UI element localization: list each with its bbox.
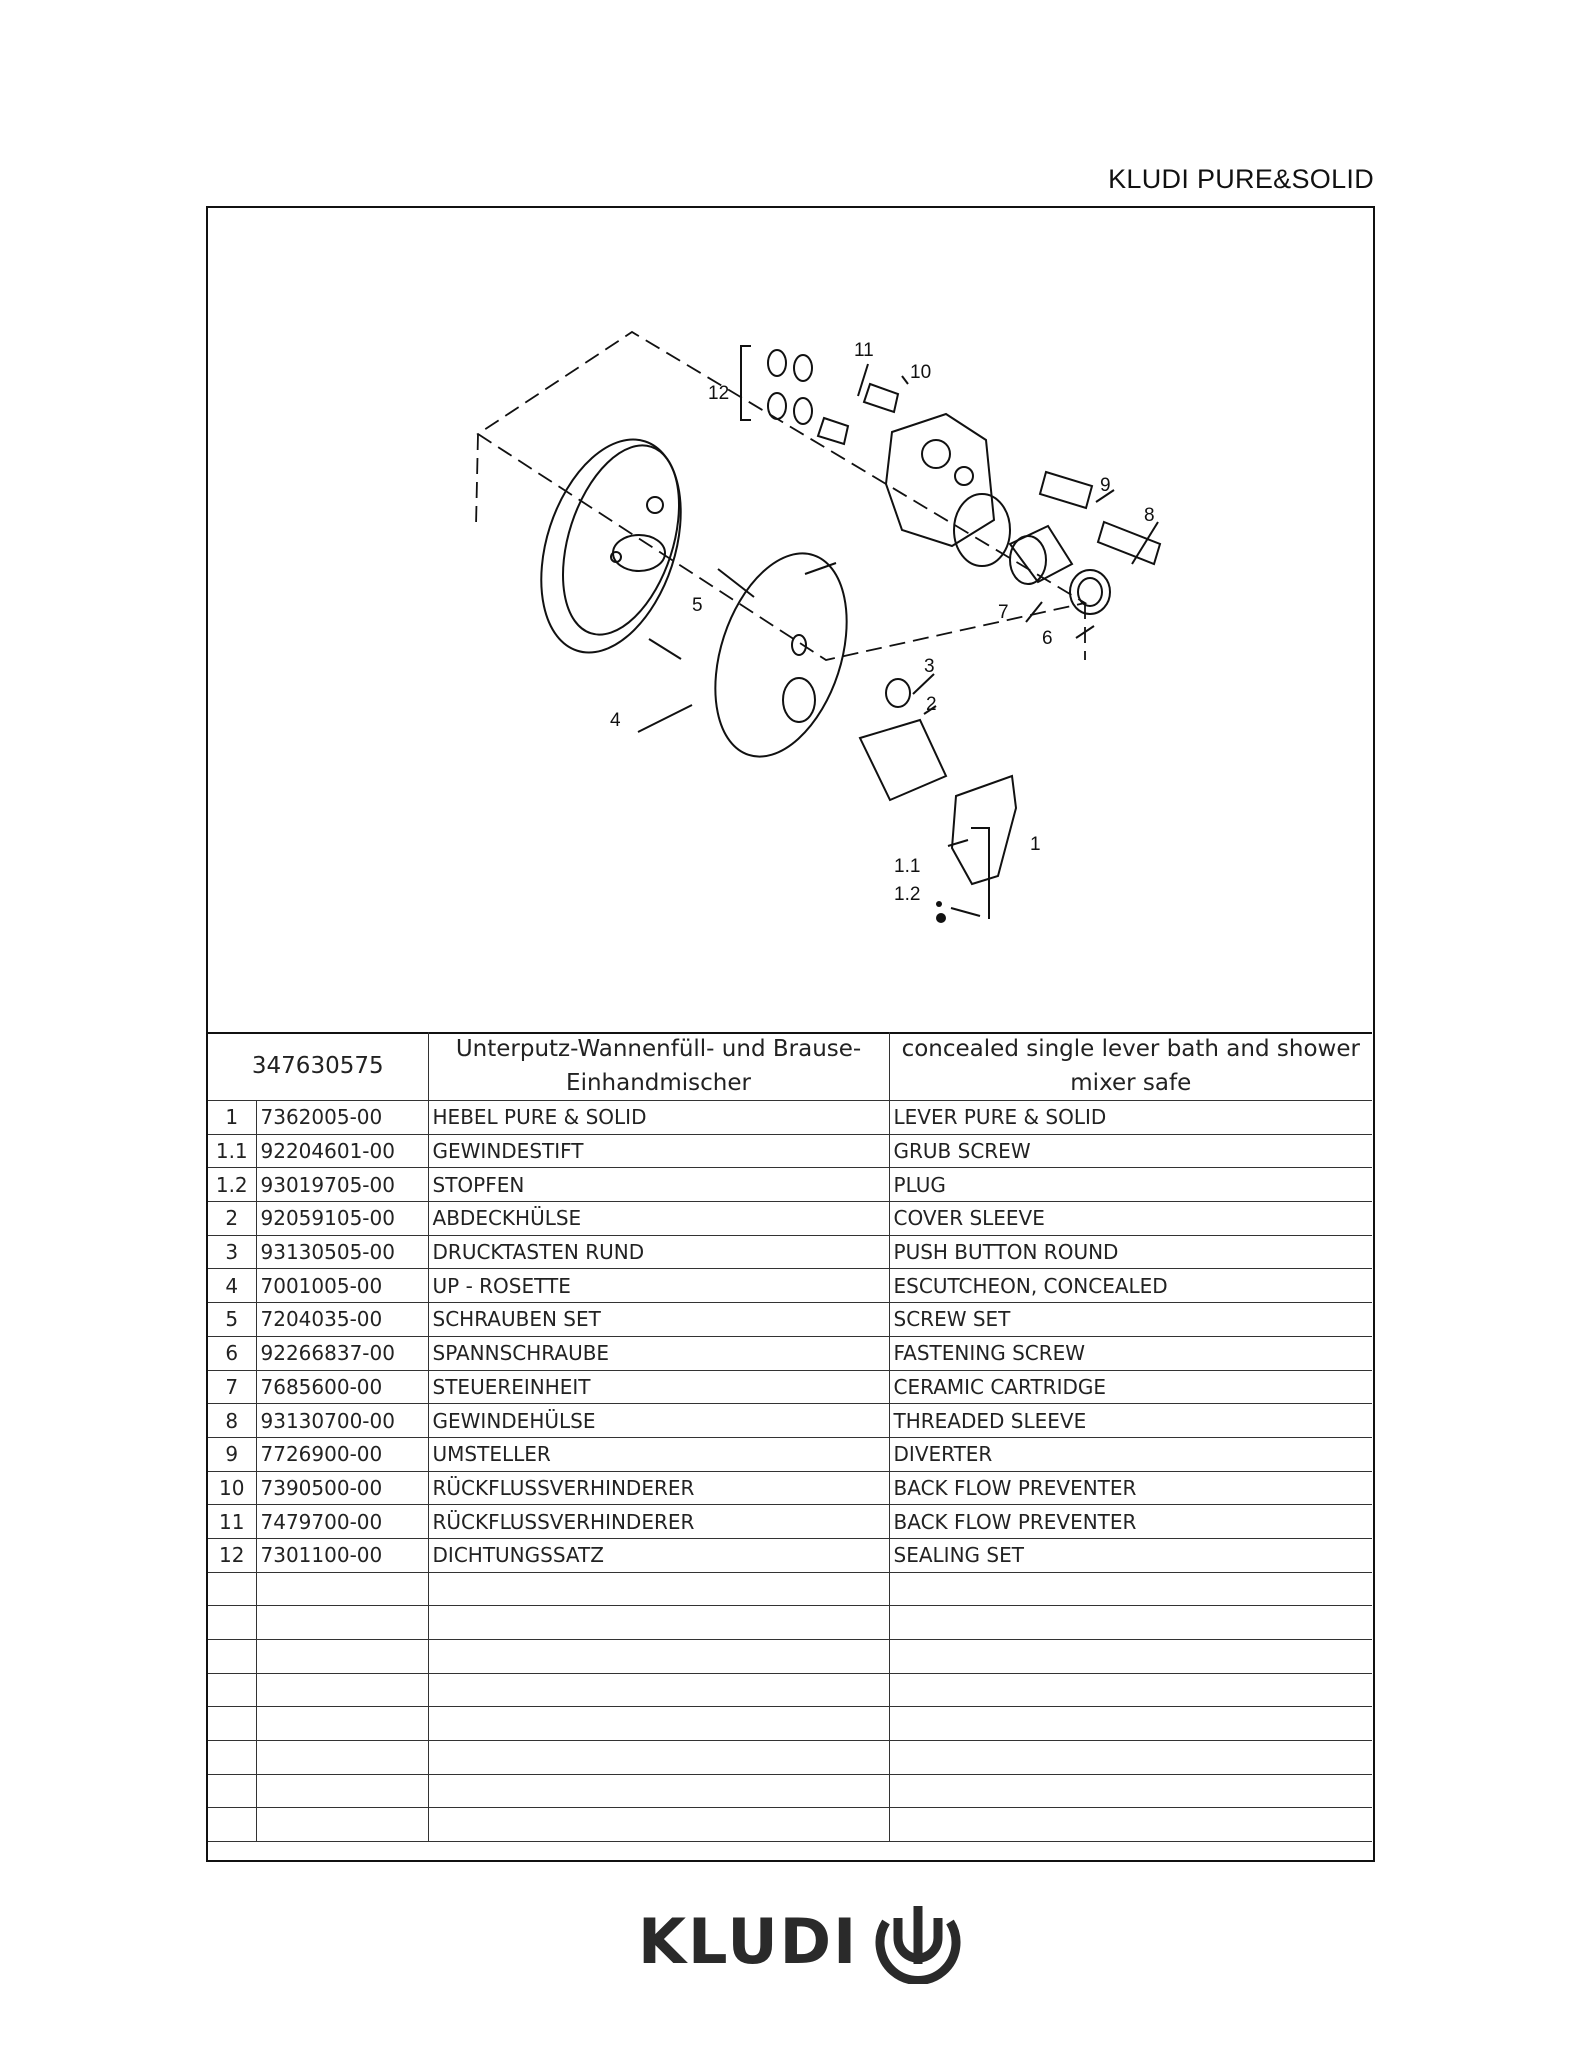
empty-cell [428, 1673, 889, 1707]
part-position: 6 [208, 1336, 256, 1370]
part-name-en: LEVER PURE & SOLID [889, 1101, 1372, 1135]
empty-cell [208, 1774, 256, 1808]
part-position: 8 [208, 1404, 256, 1438]
callout-1-1: 1.1 [894, 856, 921, 877]
empty-cell [889, 1741, 1372, 1775]
empty-table-row [208, 1774, 1372, 1808]
article-name-en: concealed single lever bath and shower mixer safe [889, 1032, 1372, 1101]
part-position: 12 [208, 1538, 256, 1572]
empty-table-row [208, 1707, 1372, 1741]
callout-9: 9 [1100, 475, 1111, 496]
callout-1: 1 [1030, 834, 1041, 855]
empty-cell [256, 1606, 428, 1640]
callout-12: 12 [708, 383, 730, 404]
part-name-de: STEUEREINHEIT [428, 1370, 889, 1404]
callout-8: 8 [1144, 505, 1155, 526]
part-number: 92059105-00 [256, 1202, 428, 1236]
part-name-en: PLUG [889, 1168, 1372, 1202]
empty-table-row [208, 1640, 1372, 1674]
table-row [208, 1235, 1372, 1269]
part-position: 7 [208, 1370, 256, 1404]
article-number: 347630575 [208, 1032, 428, 1101]
part-number: 93019705-00 [256, 1168, 428, 1202]
table-row [208, 1134, 1372, 1168]
part-name-de: GEWINDEHÜLSE [428, 1404, 889, 1438]
part-position: 11 [208, 1505, 256, 1539]
empty-cell [889, 1808, 1372, 1842]
callout-4: 4 [610, 710, 621, 731]
part-name-de: SCHRAUBEN SET [428, 1303, 889, 1337]
callout-5: 5 [692, 595, 703, 616]
part-number: 7301100-00 [256, 1538, 428, 1572]
part-number: 7685600-00 [256, 1370, 428, 1404]
empty-cell [208, 1640, 256, 1674]
part-number: 7479700-00 [256, 1505, 428, 1539]
table-row [208, 1471, 1372, 1505]
callout-11: 11 [854, 340, 874, 361]
table-row [208, 1336, 1372, 1370]
part-position: 2 [208, 1202, 256, 1236]
empty-cell [428, 1774, 889, 1808]
part-name-de: GEWINDESTIFT [428, 1134, 889, 1168]
callout-10: 10 [910, 362, 932, 383]
part-number: 7204035-00 [256, 1303, 428, 1337]
empty-cell [208, 1707, 256, 1741]
part-name-en: CERAMIC CARTRIDGE [889, 1370, 1372, 1404]
table-row [208, 1202, 1372, 1236]
part-name-de: RÜCKFLUSSVERHINDERER [428, 1471, 889, 1505]
table-row [208, 1437, 1372, 1471]
table-row [208, 1404, 1372, 1438]
part-number: 93130505-00 [256, 1235, 428, 1269]
empty-cell [428, 1640, 889, 1674]
part-name-en: FASTENING SCREW [889, 1336, 1372, 1370]
table-row [208, 1101, 1372, 1135]
callout-2: 2 [926, 694, 937, 715]
part-name-de: UMSTELLER [428, 1437, 889, 1471]
logo-wordmark: KLUDI [638, 1904, 859, 1978]
callout-3: 3 [924, 656, 935, 677]
part-position: 1.2 [208, 1168, 256, 1202]
empty-cell [428, 1572, 889, 1606]
part-number: 7362005-00 [256, 1101, 428, 1135]
empty-cell [256, 1572, 428, 1606]
part-number: 92204601-00 [256, 1134, 428, 1168]
part-name-en: ESCUTCHEON, CONCEALED [889, 1269, 1372, 1303]
part-position: 3 [208, 1235, 256, 1269]
empty-cell [208, 1606, 256, 1640]
table-row [208, 1505, 1372, 1539]
empty-cell [428, 1808, 889, 1842]
empty-cell [208, 1741, 256, 1775]
empty-table-row [208, 1808, 1372, 1842]
empty-cell [428, 1606, 889, 1640]
empty-cell [256, 1741, 428, 1775]
part-name-en: BACK FLOW PREVENTER [889, 1505, 1372, 1539]
article-name-de: Unterputz-Wannenfüll- und Brause-Einhandmischer [428, 1032, 889, 1101]
table-row [208, 1538, 1372, 1572]
empty-cell [889, 1572, 1372, 1606]
empty-cell [256, 1808, 428, 1842]
part-number: 7001005-00 [256, 1269, 428, 1303]
document-title: KLUDI PURE&SOLID [1108, 164, 1374, 194]
empty-table-row [208, 1572, 1372, 1606]
part-name-en: COVER SLEEVE [889, 1202, 1372, 1236]
callout-6: 6 [1042, 628, 1053, 649]
part-number: 93130700-00 [256, 1404, 428, 1438]
part-name-de: HEBEL PURE & SOLID [428, 1101, 889, 1135]
table-row [208, 1303, 1372, 1337]
part-name-en: GRUB SCREW [889, 1134, 1372, 1168]
table-row [208, 1370, 1372, 1404]
parts-table [208, 1032, 1372, 1842]
empty-cell [428, 1741, 889, 1775]
part-name-en: THREADED SLEEVE [889, 1404, 1372, 1438]
callout-1-2: 1.2 [894, 884, 921, 905]
empty-cell [889, 1606, 1372, 1640]
empty-cell [256, 1707, 428, 1741]
part-name-de: SPANNSCHRAUBE [428, 1336, 889, 1370]
empty-cell [208, 1808, 256, 1842]
part-name-en: SCREW SET [889, 1303, 1372, 1337]
part-name-de: ABDECKHÜLSE [428, 1202, 889, 1236]
empty-table-row [208, 1673, 1372, 1707]
table-row [208, 1269, 1372, 1303]
part-position: 4 [208, 1269, 256, 1303]
table-row [208, 1168, 1372, 1202]
empty-cell [208, 1673, 256, 1707]
empty-cell [889, 1640, 1372, 1674]
empty-cell [889, 1707, 1372, 1741]
empty-cell [208, 1572, 256, 1606]
empty-cell [256, 1673, 428, 1707]
part-position: 9 [208, 1437, 256, 1471]
empty-table-row [208, 1741, 1372, 1775]
part-name-de: DRUCKTASTEN RUND [428, 1235, 889, 1269]
part-name-en: SEALING SET [889, 1538, 1372, 1572]
part-position: 10 [208, 1471, 256, 1505]
parts-table-header [208, 1032, 1372, 1101]
part-position: 1 [208, 1101, 256, 1135]
part-number: 7390500-00 [256, 1471, 428, 1505]
parts-sheet-frame [206, 206, 1375, 1862]
part-name-en: PUSH BUTTON ROUND [889, 1235, 1372, 1269]
part-name-de: STOPFEN [428, 1168, 889, 1202]
part-position: 1.1 [208, 1134, 256, 1168]
empty-cell [428, 1707, 889, 1741]
part-name-en: BACK FLOW PREVENTER [889, 1471, 1372, 1505]
part-number: 92266837-00 [256, 1336, 428, 1370]
kludi-logo [638, 1898, 964, 1984]
empty-cell [256, 1640, 428, 1674]
callout-7: 7 [998, 602, 1009, 623]
empty-table-row [208, 1606, 1372, 1640]
kludi-emblem-icon [872, 1898, 964, 1984]
exploded-view-drawing [208, 208, 1372, 1034]
part-name-en: DIVERTER [889, 1437, 1372, 1471]
empty-cell [889, 1774, 1372, 1808]
part-name-de: DICHTUNGSSATZ [428, 1538, 889, 1572]
part-position: 5 [208, 1303, 256, 1337]
part-name-de: RÜCKFLUSSVERHINDERER [428, 1505, 889, 1539]
empty-cell [256, 1774, 428, 1808]
exploded-view-svg [208, 208, 1372, 1032]
part-number: 7726900-00 [256, 1437, 428, 1471]
part-name-de: UP - ROSETTE [428, 1269, 889, 1303]
empty-cell [889, 1673, 1372, 1707]
